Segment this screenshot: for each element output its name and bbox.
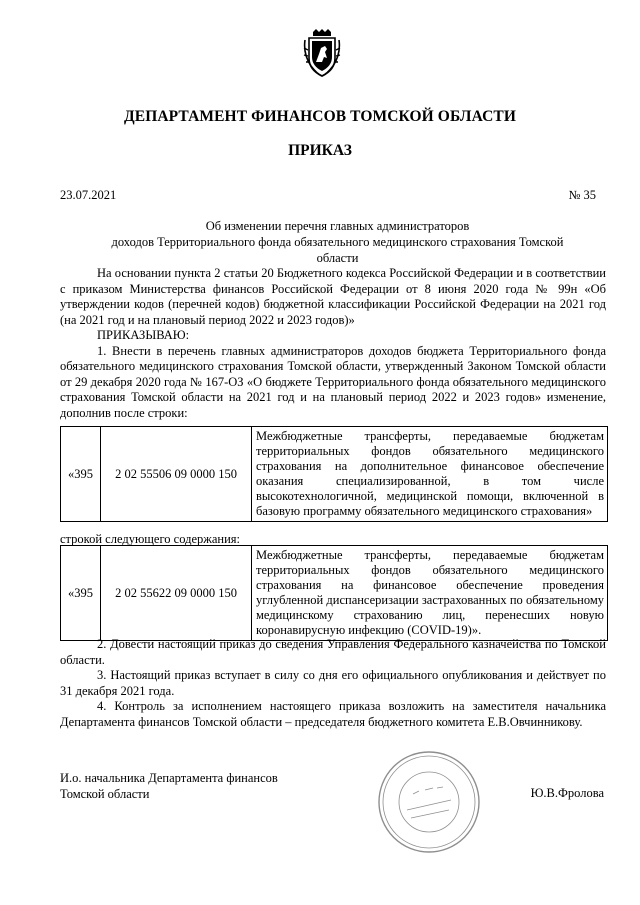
order-word: ПРИКАЗЫВАЮ: bbox=[97, 328, 190, 342]
admin-code-cell: «395 bbox=[61, 427, 101, 522]
item-3-paragraph: 3. Настоящий приказ вступает в силу со дня его официального опубликования и действует по 31 декабря 2021 года. bbox=[60, 668, 606, 698]
document-type-title: ПРИКАЗ bbox=[288, 142, 352, 159]
table-row bbox=[61, 546, 608, 641]
department-title: ДЕПАРТАМЕНТ ФИНАНСОВ ТОМСКОЙ ОБЛАСТИ bbox=[124, 108, 516, 125]
existing-row-table bbox=[60, 426, 608, 522]
tomsk-coat-of-arms-icon bbox=[303, 28, 341, 78]
subject-line: Об изменении перечня главных администраторов bbox=[205, 219, 470, 233]
round-seal-icon bbox=[377, 750, 481, 854]
order-date: 23.07.2021 bbox=[60, 188, 117, 202]
budget-code-cell: 2 02 55622 09 0000 150 bbox=[101, 546, 252, 641]
item-1-paragraph: 1. Внести в перечень главных администраторов доходов бюджета Территориального фонда обязательного медицинского страхования Томской области, утвержденный Законом Томской области от 29 декабря 2020 года № 167-ОЗ «О бюджете Территориального фонда обязательного медицинского страхования Томской области на 2021 год и на плановый период 2022 и 2023 годов» изменение, дополнив после строки: bbox=[60, 343, 606, 420]
income-name-cell: Межбюджетные трансферты, передаваемые бюджетам территориальных фондов обязательного медицинского страхования на дополнительное финансовое обеспечение оказания специализированной, в том числе высокотехнологичной, медицинской помощи, включенной в базовую программу обязательного медицинского страхования» bbox=[252, 427, 608, 522]
signatory-name: Ю.В.Фролова bbox=[530, 786, 604, 800]
admin-code-cell: «395 bbox=[61, 546, 101, 641]
signatory-position bbox=[60, 770, 278, 802]
order-subject bbox=[95, 218, 580, 266]
budget-code-cell: 2 02 55506 09 0000 150 bbox=[101, 427, 252, 522]
table-row bbox=[61, 427, 608, 522]
preamble-paragraph: На основании пункта 2 статьи 20 Бюджетного кодекса Российской Федерации и в соответствии с приказом Министерства финансов Российской Федерации от 8 июня 2020 года № 99н «Об утверждении кодов (перечней кодов) бюджетной классификации Российской Федерации на 2021 год (на 2021 год и на плановый период 2022 и 2023 годов)» bbox=[60, 266, 606, 327]
position-line: Томской области bbox=[60, 787, 150, 801]
income-name-cell: Межбюджетные трансферты, передаваемые бюджетам территориальных фондов обязательного медицинского страхования на финансовое обеспечение проведения углубленной диспансеризации застрахованных по обязательному медицинскому страхованию лиц, перенесших новую коронавирусную инфекцию (COVID-19)». bbox=[252, 546, 608, 641]
body-part-2 bbox=[60, 637, 606, 730]
after-table-1-text: строкой следующего содержания: bbox=[60, 532, 241, 546]
position-line: И.о. начальника Департамента финансов bbox=[60, 771, 278, 785]
item-2-paragraph: 2. Довести настоящий приказ до сведения Управления Федерального казначейства по Томской области. bbox=[60, 637, 606, 667]
body-part-1 bbox=[60, 266, 606, 421]
item-4-paragraph: 4. Контроль за исполнением настоящего приказа возложить на заместителя начальника Департамента финансов Томской области – председателя бюджетного комитета Е.В.Овчинникову. bbox=[60, 699, 606, 729]
order-number: № 35 bbox=[568, 188, 596, 202]
subject-line: доходов Территориального фонда обязательного медицинского страхования Томской bbox=[111, 235, 564, 249]
subject-line: области bbox=[316, 251, 359, 265]
new-row-table bbox=[60, 545, 608, 641]
